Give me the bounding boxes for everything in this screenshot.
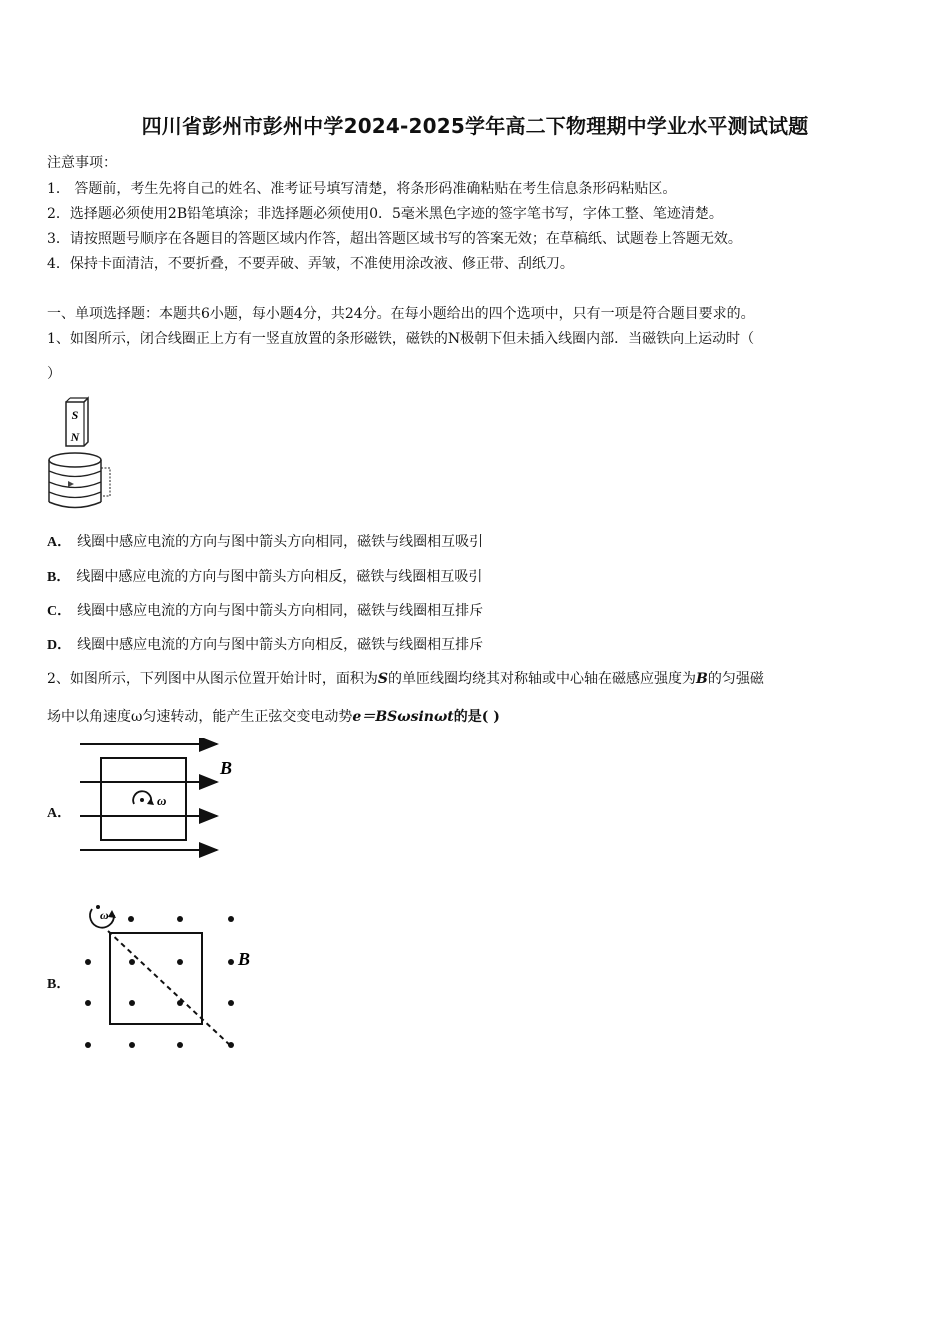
question-2-stem	[47, 668, 764, 688]
q1-option-a[interactable]	[47, 531, 483, 551]
q2b-omega-label: ω	[100, 908, 109, 922]
q1-option-b-text: 线圈中感应电流的方向与图中箭头方向相反，磁铁与线圈相互吸引	[76, 569, 483, 585]
q2-stem-part-1: 2、如图所示，下列图中从图示位置开始计时，面积为	[47, 671, 378, 687]
q1-option-d-text: 线圈中感应电流的方向与图中箭头方向相反，磁铁与线圈相互排斥	[77, 637, 484, 653]
magnet-pole-n: N	[70, 430, 80, 444]
page-title: 四川省彭州市彭州中学2024-2025学年高二下物理期中学业水平测试试题	[141, 114, 809, 138]
q1-option-a-letter: A．	[47, 535, 72, 550]
q2-stem-part-5: 的是( )	[453, 709, 500, 725]
q1-option-d-letter: D．	[47, 638, 72, 653]
q2-var-s: S	[377, 671, 389, 687]
notice-item-4: 4．保持卡面清洁，不要折叠，不要弄破、弄皱，不准使用涂改液、修正带、刮纸刀。	[47, 256, 574, 272]
q1-option-c-letter: C．	[47, 604, 72, 619]
q2-formula: e＝BSωsinωt	[352, 709, 454, 725]
q1-option-b[interactable]	[47, 566, 482, 586]
q2-option-b-label[interactable]: B．	[47, 977, 71, 992]
q2a-field-label: B	[220, 758, 233, 778]
section-heading: 一、单项选择题：本题共6小题，每小题4分，共24分。在每小题给出的四个选项中，只有一项是符合题目要求的。	[47, 306, 755, 322]
question-1-stem-end: ）	[47, 366, 61, 382]
q1-option-a-text: 线圈中感应电流的方向与图中箭头方向相同，磁铁与线圈相互吸引	[77, 534, 484, 550]
notice-heading: 注意事项：	[47, 155, 117, 171]
q2-stem-part-3: 的匀强磁	[707, 671, 764, 687]
q2-option-a-label[interactable]: A．	[47, 806, 72, 821]
question-2-stem-line-2	[47, 706, 500, 726]
q2a-omega-label: ω	[157, 793, 167, 808]
q2-var-b: B	[696, 671, 708, 687]
q2-stem-part-2: 的单匝线圈均绕其对称轴或中心轴在磁感应强度为	[388, 671, 697, 687]
q2-option-a-figure	[72, 738, 242, 863]
q2b-field-label: B	[238, 949, 251, 969]
q1-option-b-letter: B．	[47, 570, 71, 585]
notice-item-2: 2．选择题必须使用2B铅笔填涂；非选择题必须使用0．5毫米黑色字迹的签字笔书写，字体工整、笔迹清楚。	[47, 206, 723, 222]
notice-item-3: 3．请按照题号顺序在各题目的答题区域内作答，超出答题区域书写的答案无效；在草稿纸、试题卷上答题无效。	[47, 231, 742, 247]
magnet-pole-s: S	[71, 408, 79, 422]
notice-item-1: 1． 答题前，考生先将自己的姓名、准考证号填写清楚，将条形码准确粘贴在考生信息条形码粘贴区。	[47, 181, 677, 197]
question-1-stem: 1、如图所示，闭合线圈正上方有一竖直放置的条形磁铁，磁铁的N极朝下但未插入线圈内部．当磁铁向上运动时（	[47, 331, 755, 347]
q1-option-c[interactable]	[47, 600, 483, 620]
magnet-coil-figure	[44, 396, 124, 516]
q2-option-b-figure	[72, 895, 262, 1057]
q2-stem-part-4: 场中以角速度ω匀速转动，能产生正弦交变电动势	[47, 709, 353, 725]
q1-option-c-text: 线圈中感应电流的方向与图中箭头方向相同，磁铁与线圈相互排斥	[77, 603, 484, 619]
q1-option-d[interactable]	[47, 634, 483, 654]
